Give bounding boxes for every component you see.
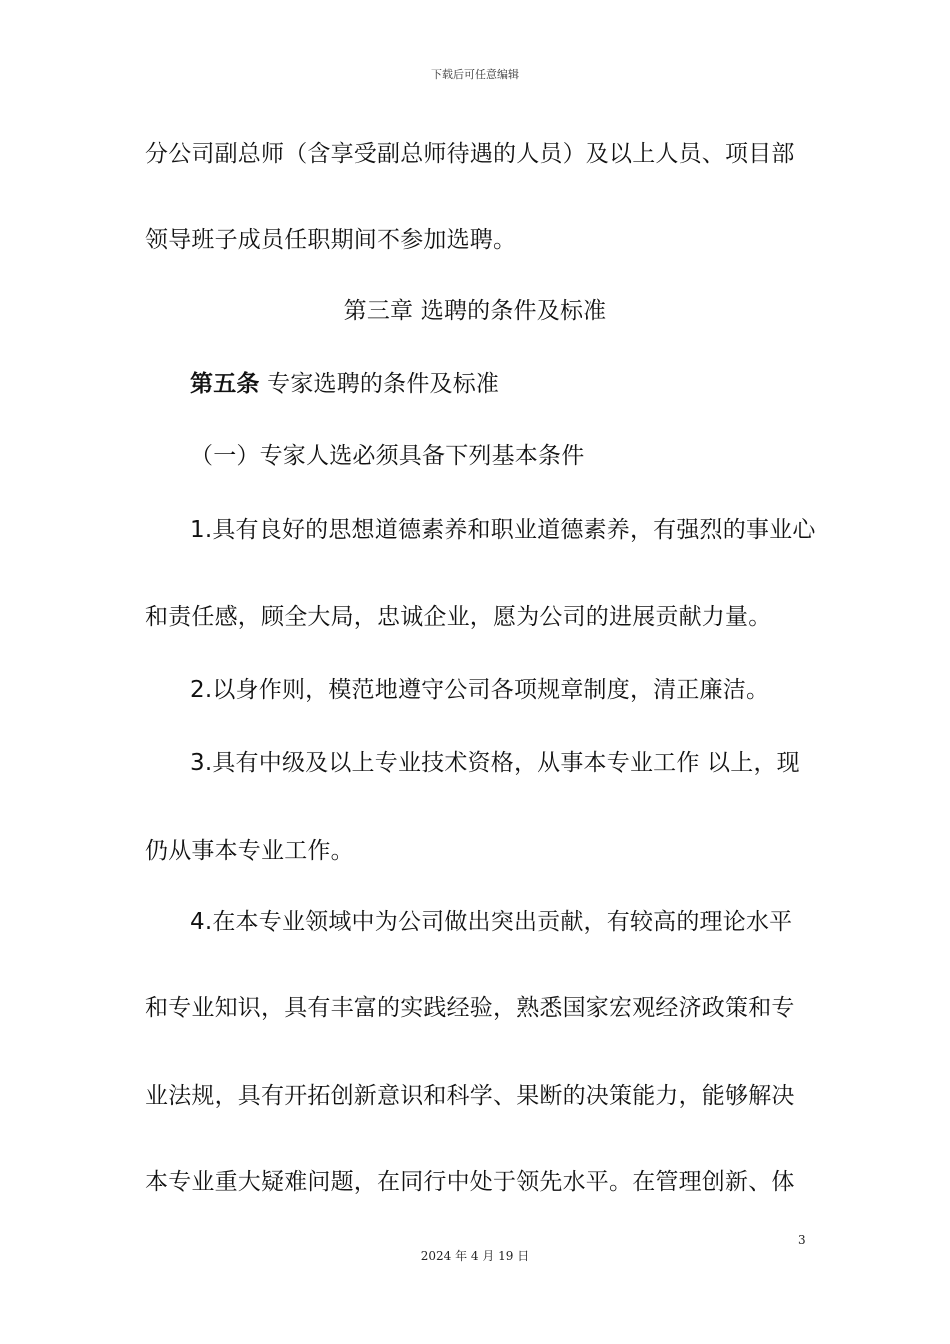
item-3-line-2: 仍从事本专业工作。 [145,838,354,864]
footer-date: 2024 年 4 月 19 日 [420,1249,530,1263]
item-1-line-2: 和责任感，顾全大局，忠诚企业，愿为公司的进展贡献力量。 [145,604,772,630]
article-label: 第五条 [190,371,260,397]
item-4-line-4: 本专业重大疑难问题，在同行中处于领先水平。在管理创新、体 [145,1169,795,1195]
item-1-line-1: 1.具有良好的思想道德素养和职业道德素养，有强烈的事业心 [190,517,816,543]
article-heading [190,369,499,399]
page-header: 下载后可任意编辑 [431,68,519,81]
chapter-title: 第三章 选聘的条件及标准 [343,298,607,324]
section-one-heading: （一）专家人选必须具备下列基本条件 [190,443,585,469]
item-3-line-1: 3.具有中级及以上专业技术资格，从事本专业工作 以上，现 [190,750,800,776]
item-4-line-3: 业法规，具有开拓创新意识和科学、果断的决策能力，能够解决 [145,1083,795,1109]
item-2: 2.以身作则，模范地遵守公司各项规章制度，清正廉洁。 [190,677,770,703]
article-title: 专家选聘的条件及标准 [259,371,500,397]
item-4-line-1: 4.在本专业领域中为公司做出突出贡献，有较高的理论水平 [190,909,793,935]
body-line-2: 领导班子成员任职期间不参加选聘。 [145,227,517,253]
page-number: 3 [798,1233,806,1247]
item-4-line-2: 和专业知识，具有丰富的实践经验，熟悉国家宏观经济政策和专 [145,995,795,1021]
body-line-1: 分公司副总师（含享受副总师待遇的人员）及以上人员、项目部 [145,141,795,167]
